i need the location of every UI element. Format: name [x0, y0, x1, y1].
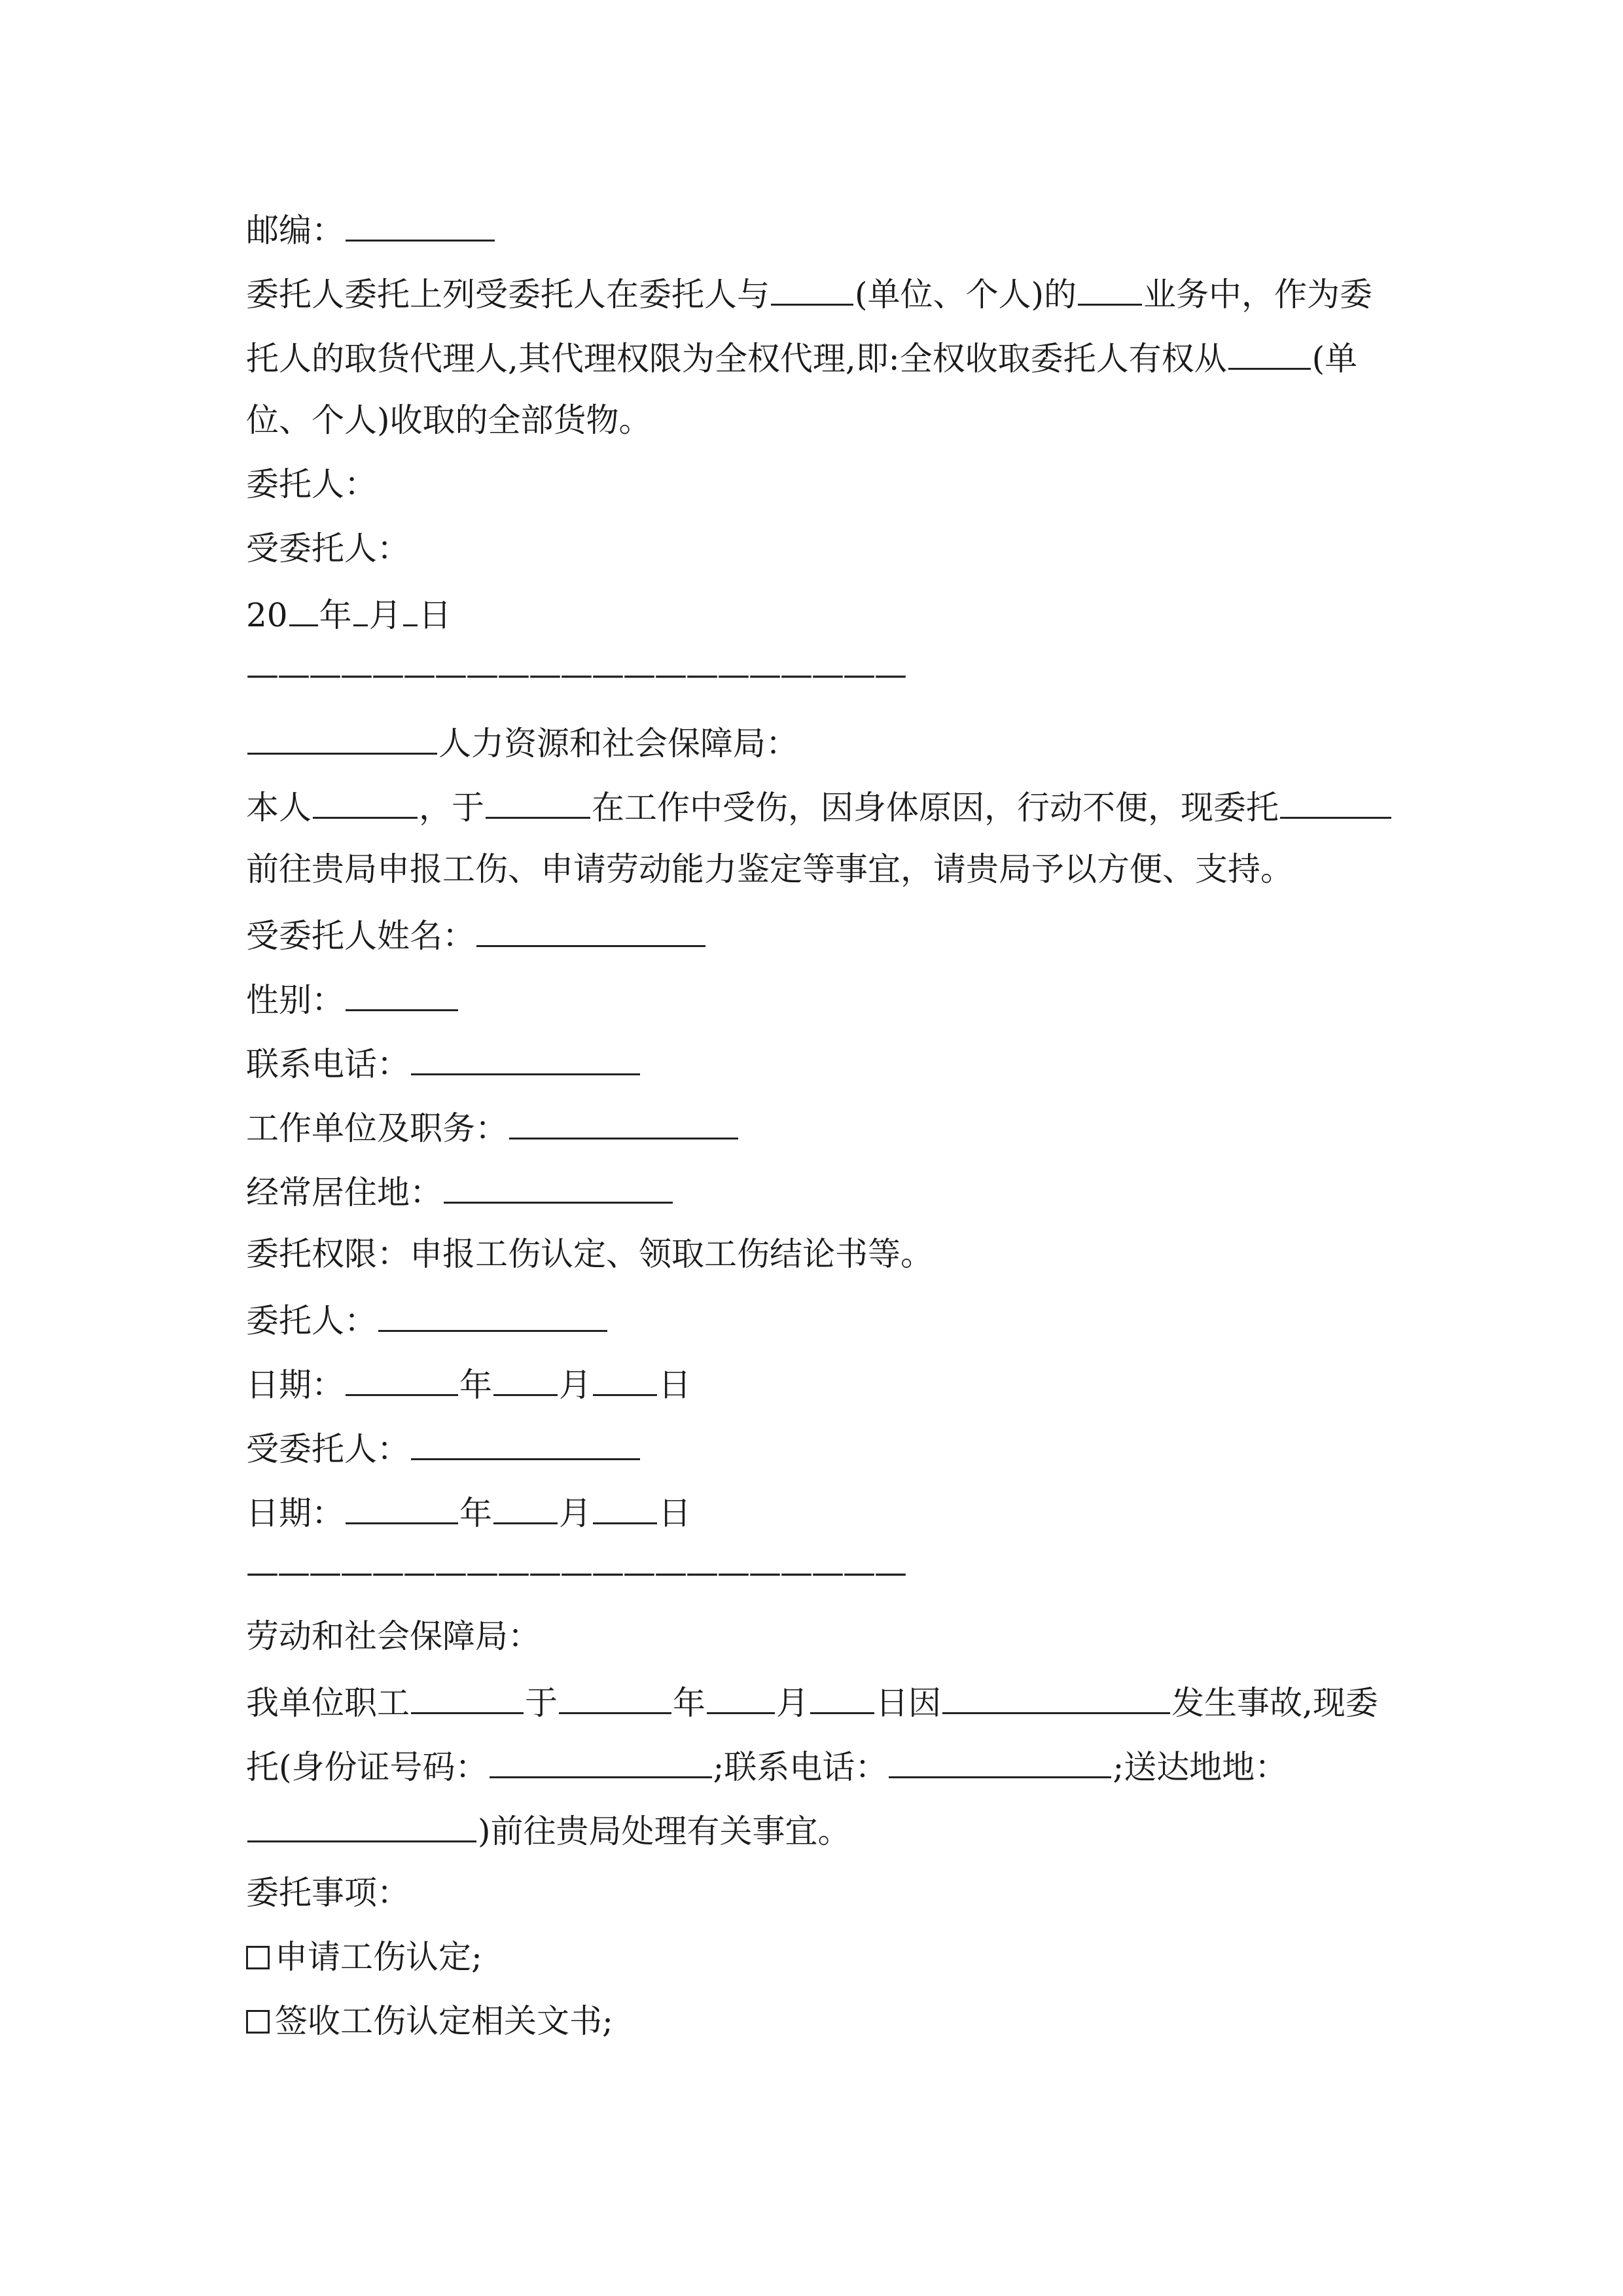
- checkbox-item: 申请工伤认定;: [246, 1937, 1385, 1977]
- blank: [313, 785, 418, 819]
- blank: [707, 1681, 775, 1714]
- agent-name-blank: [476, 914, 705, 947]
- residence-field: 经常居住地：: [246, 1170, 1385, 1212]
- residence-blank: [444, 1170, 673, 1204]
- agent-blank: [411, 1427, 640, 1460]
- blank: [411, 1681, 524, 1714]
- principal-blank: [378, 1299, 607, 1332]
- paragraph-line: 委托人委托上列受委托人在委托人与 (单位、个人)的 业务中，作为委: [246, 272, 1385, 314]
- blank: [1280, 785, 1391, 819]
- blank: [289, 593, 318, 626]
- blank: [346, 1491, 458, 1524]
- date-field: 日期： 年 月 日: [246, 1491, 1385, 1533]
- blank: [593, 1491, 657, 1524]
- paragraph-line: 位、个人)收取的全部货物。: [246, 401, 652, 439]
- phone-field: 联系电话：: [246, 1042, 1385, 1084]
- checkbox-item: 签收工伤认定相关文书;: [246, 2001, 1385, 2041]
- blank: [771, 272, 853, 306]
- agent-name-field: 受委托人姓名：: [246, 914, 1385, 956]
- blank: [353, 593, 368, 626]
- work-unit-blank: [509, 1106, 738, 1139]
- checkbox[interactable]: [246, 1946, 270, 1969]
- blank: [486, 785, 590, 819]
- blank: [346, 1363, 458, 1396]
- id-number-blank: [490, 1745, 712, 1778]
- blank: [593, 1363, 657, 1396]
- blank: [247, 721, 437, 755]
- gender-blank: [346, 978, 458, 1011]
- agent-line: 受委托人：: [246, 529, 410, 567]
- blank: [810, 1681, 874, 1714]
- work-unit-field: 工作单位及职务：: [246, 1106, 1385, 1148]
- postcode-blank: [346, 208, 495, 242]
- paragraph-line: 托人的取货代理人,其代理权限为全权代理,即:全权收取委托人有权从 (单: [246, 336, 1385, 378]
- blank: [493, 1363, 558, 1396]
- paragraph-line: 本人 ，于 在工作中受伤，因身体原因，行动不便，现委托: [246, 785, 1385, 827]
- paragraph-line: )前往贵局处理有关事宜。: [246, 1809, 1385, 1851]
- agent-field: 受委托人：: [246, 1427, 1385, 1469]
- addressee-line: 劳动和社会保障局：: [246, 1617, 541, 1655]
- paragraph-line: 托(身份证号码： ;联系电话： ;送达地地：: [246, 1745, 1385, 1787]
- separator-rule: —————————————————————: [246, 655, 906, 693]
- postcode-line: 邮编：: [246, 208, 1385, 250]
- separator-rule: —————————————————————: [246, 1553, 906, 1591]
- matters-heading: 委托事项：: [246, 1874, 410, 1912]
- scope-line: 委托权限：申报工伤认定、领取工伤结论书等。: [246, 1235, 933, 1273]
- paragraph-line: 我单位职工 于 年 月 日因 发生事故,现委: [246, 1681, 1385, 1723]
- blank: [1228, 336, 1311, 370]
- principal-line: 委托人：: [246, 465, 377, 503]
- phone-blank: [411, 1042, 640, 1075]
- blank: [493, 1491, 558, 1524]
- paragraph-line: 前往贵局申报工伤、申请劳动能力鉴定等事宜，请贵局予以方便、支持。: [246, 850, 1293, 888]
- blank: [559, 1681, 671, 1714]
- blank: [1078, 272, 1142, 306]
- date-line: 20 年 月 日: [246, 593, 1385, 635]
- blank: [942, 1681, 1170, 1714]
- blank: [403, 593, 418, 626]
- addressee-line: 人力资源和社会保障局：: [246, 721, 1385, 763]
- gender-field: 性别：: [246, 978, 1385, 1020]
- address-blank: [247, 1809, 476, 1842]
- principal-field: 委托人：: [246, 1299, 1385, 1340]
- phone-blank: [889, 1745, 1111, 1778]
- date-field: 日期： 年 月 日: [246, 1363, 1385, 1405]
- checkbox[interactable]: [246, 2010, 270, 2034]
